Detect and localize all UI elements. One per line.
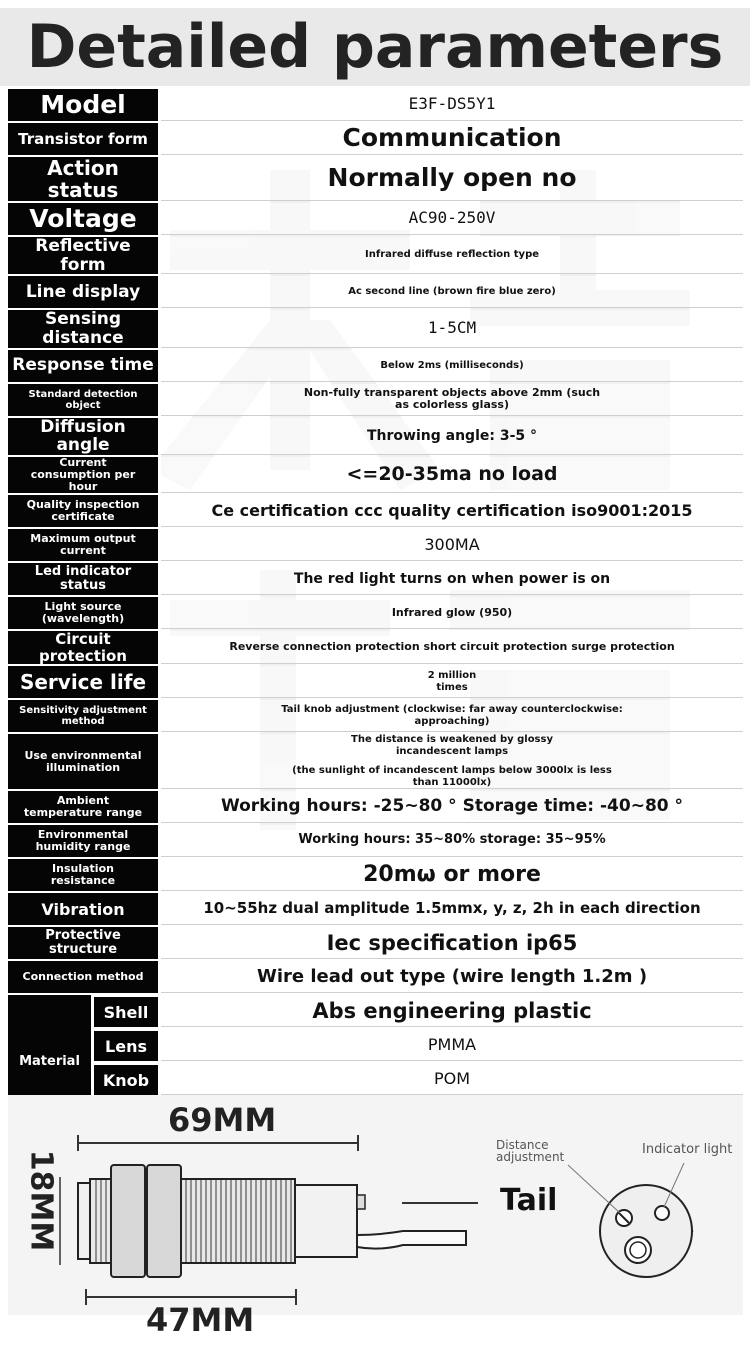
row-value: Non-fully transparent objects above 2mm (such as colorless glass) [161,384,743,416]
tail-label: Tail [500,1183,558,1218]
row-label: Connection method [8,961,161,993]
material-label: Material [8,995,94,1129]
row-value: The red light turns on when power is on [161,563,743,595]
table-row [8,123,743,155]
table-row [8,350,743,382]
row-label: Line display [8,276,161,308]
row-label: Service life [8,666,161,698]
row-value: 2 million times [161,666,743,698]
table-row [8,791,743,823]
row-label: Vibration [8,893,161,925]
row-label: Light source (wavelength) [8,597,161,629]
row-value: Reverse connection protection short circuit protection surge protection [161,631,743,664]
table-row [8,237,743,274]
row-value: Normally open no [161,157,743,201]
table-row [8,157,743,201]
row-value: Ac second line (brown fire blue zero) [161,276,743,308]
table-row [8,700,743,732]
row-label: Sensing distance [8,310,161,347]
row-label: Protective structure [8,927,161,959]
row-value-cell [161,734,743,789]
row-value: E3F-DS5Y1 [161,89,743,121]
sensor-body [78,1165,365,1277]
row-label: Led indicator status [8,563,161,595]
table-row [8,89,743,121]
table-row [8,825,743,857]
row-value: 10~55hz dual amplitude 1.5mmx, y, z, 2h in each direction [161,893,743,925]
table-row [8,961,743,993]
row-label: Maximum output current [8,529,161,561]
table-row [8,859,743,891]
row-value: Iec specification ip65 [161,927,743,959]
row-label: Circuit protection [8,631,161,664]
table-row [8,276,743,308]
row-value: Throwing angle: 3-5 ° [161,418,743,455]
row-value: Communication [161,123,743,155]
table-row [8,563,743,595]
row-label: Use environmental illumination [8,734,161,789]
row-value: <=20-35ma no load [161,457,743,493]
table-row [8,529,743,561]
row-label: Action status [8,157,161,201]
table-row [8,597,743,629]
row-value: 20mω or more [161,859,743,891]
table-row [8,927,743,959]
table-row [8,203,743,235]
row-label: Diffusion angle [8,418,161,455]
page-title: Detailed parameters [26,12,724,82]
row-value-note: (the sunlight of incandescent lamps below 3000lx is less than 11000lx) [292,765,612,788]
row-value: Working hours: 35~80% storage: 35~95% [161,825,743,857]
row-value: Wire lead out type (wire length 1.2m ) [161,961,743,993]
row-label: Environmental humidity range [8,825,161,857]
row-label: Ambient temperature range [8,791,161,823]
table-row [8,495,743,527]
row-value: Below 2ms (milliseconds) [161,350,743,382]
material-item-value: POM [161,1063,743,1095]
indicator-light-caption: Indicator light [642,1142,733,1157]
row-value: Ce certification ccc quality certification iso9001:2015 [161,495,743,527]
table-row [8,893,743,925]
row-value: 300MA [161,529,743,561]
row-label: Standard detection object [8,384,161,416]
row-value: Tail knob adjustment (clockwise: far away counterclockwise: approaching) [161,700,743,732]
table-row [8,418,743,455]
diameter-label: 18MM [23,1149,59,1252]
row-value: The distance is weakened by glossy incandescent lamps [351,734,553,757]
row-label: Quality inspection certificate [8,495,161,527]
table-row [8,995,743,1027]
material-item-value: Abs engineering plastic [161,995,743,1027]
row-value: Infrared glow (950) [161,597,743,629]
row-label: Reflective form [8,237,161,274]
material-item-label: Knob [94,1063,161,1095]
dimension-diagram [8,1095,743,1339]
row-label: Model [8,89,161,121]
row-label: Voltage [8,203,161,235]
table-row [8,1029,743,1061]
row-label: Transistor form [8,123,161,155]
thread-length-label: 47MM [146,1301,255,1339]
tail-view [568,1163,692,1277]
table-row [8,310,743,347]
row-label: Current consumption per hour [8,457,161,493]
material-item-value: PMMA [161,1029,743,1061]
row-value: 1-5CM [161,310,743,347]
row-label: Response time [8,350,161,382]
spec-table [8,87,743,1131]
table-row [8,734,743,789]
total-length-label: 69MM [168,1101,277,1139]
material-item-label: Shell [94,995,161,1027]
row-value: Infrared diffuse reflection type [161,237,743,274]
row-label: Sensitivity adjustment method [8,700,161,732]
table-row [8,631,743,664]
table-row [8,384,743,416]
title-bar [0,8,750,86]
table-row [8,666,743,698]
distance-pointer [568,1165,620,1213]
row-value: Working hours: -25~80 ° Storage time: -40~80 ° [161,791,743,823]
row-value: AC90-250V [161,203,743,235]
distance-adjustment-caption: Distance adjustment [496,1138,565,1164]
row-label: Insulation resistance [8,859,161,891]
cable [357,1231,466,1249]
table-row [8,457,743,493]
material-item-label: Lens [94,1029,161,1061]
sensor-drawing [8,1095,743,1315]
table-row [8,1063,743,1095]
